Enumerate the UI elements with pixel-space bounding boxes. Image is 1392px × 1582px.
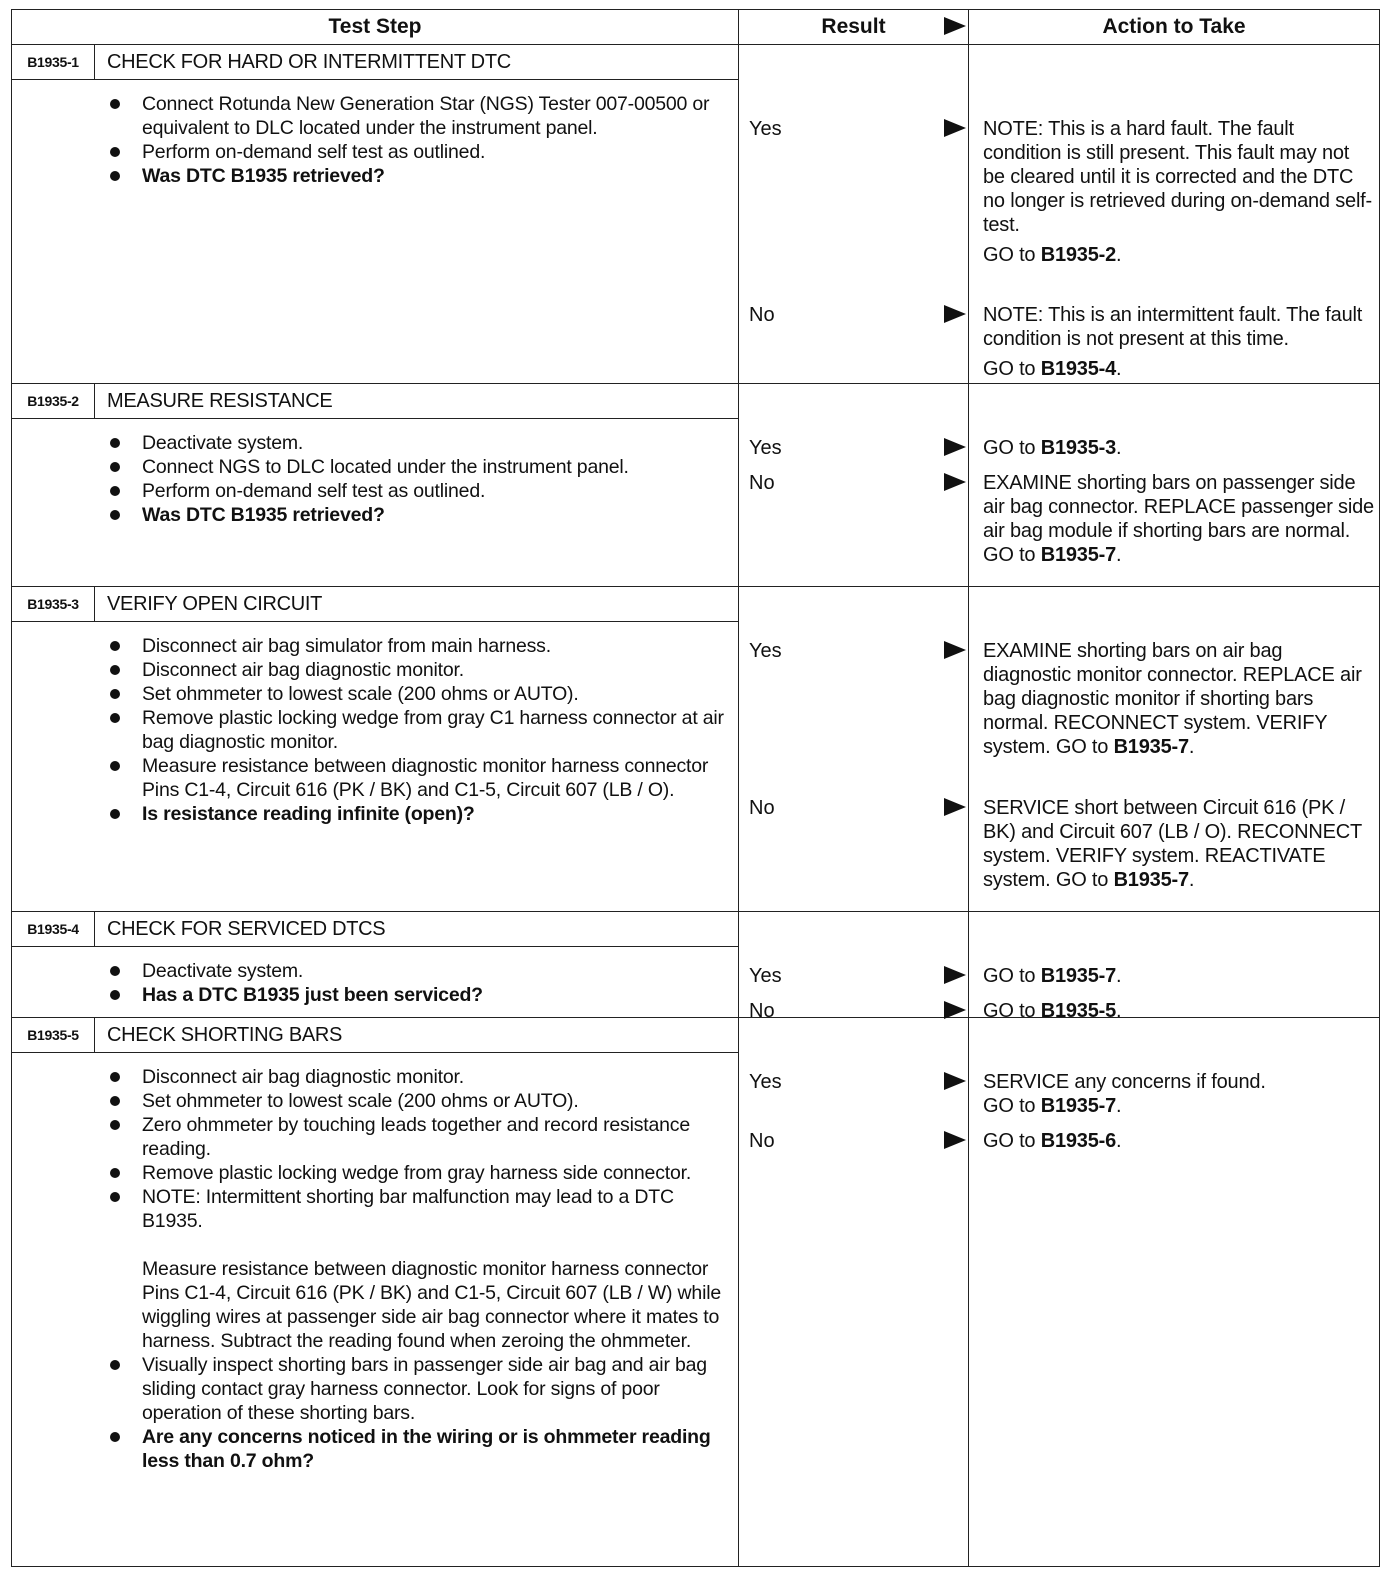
action-text [983,1070,1375,1118]
result-cell [739,1018,969,1567]
arrow-right-icon [944,1131,966,1149]
step-title: CHECK FOR HARD OR INTERMITTENT DTC [107,50,511,73]
action-cell [969,384,1380,587]
instruction-item: Has a DTC B1935 just been serviced? [108,983,728,1007]
result-no: No [749,1000,775,1022]
action-description: NOTE: This is an intermittent fault. The fault condition is not present at this time. [983,304,1363,350]
result-cell [739,912,969,1022]
instruction-item: Connect Rotunda New Generation Star (NGS) Tester 007-00500 or equivalent to DLC located under the instrument panel. [108,92,728,140]
test-step-cell [12,45,739,384]
test-step-row [12,45,1380,384]
result-cell [739,384,969,587]
test-step-row [12,912,1380,1018]
result-yes: Yes [749,640,782,662]
goto-target: B1935-3 [1040,437,1117,459]
action-text: EXAMINE shorting bars on air bag diagnostic monitor connector. REPLACE air bag diagnostic monitor if shorting bars normal. RECONNECT system. VERIFY system. GO to B1935-7. [983,640,1362,758]
instruction-item: Measure resistance between diagnostic monitor harness connector Pins C1-4, Circuit 616 (PK / BK) and C1-5, Circuit 607 (LB / W) while wiggling wires at passenger side air bag connector where it mates to harness. Subtract the reading found when zeroing the ohmmeter. [142,1258,721,1352]
goto-target: B1935-6 [1040,1130,1117,1152]
action-text: SERVICE short between Circuit 616 (PK / BK) and Circuit 607 (LB / O). RECONNECT system. VERIFY system. REACTIVATE system. GO to B1935-7. [983,797,1362,891]
test-step-row [12,587,1380,912]
instruction-item: Zero ohmmeter by touching leads together and record resistance reading. [108,1113,728,1161]
arrow-right-icon [944,966,966,984]
step-instructions [12,419,738,535]
instruction-item: Perform on-demand self test as outlined. [108,140,728,164]
action-text [983,471,1375,567]
goto-target: B1935-7 [1040,965,1117,987]
result-cell [739,45,969,384]
instruction-item: Disconnect air bag diagnostic monitor. [108,1065,728,1089]
result-no: No [749,1130,775,1152]
arrow-right-icon [944,305,966,323]
goto-line: GO to B1935-3. [983,437,1122,459]
action-description: SERVICE short between Circuit 616 (PK / BK) and Circuit 607 (LB / O). RECONNECT system. VERIFY system. REACTIVATE system. GO to [983,797,1362,891]
test-step-cell [12,587,739,912]
instruction-item: Visually inspect shorting bars in passenger side air bag and air bag sliding contact gray harness connector. Look for signs of poor operation of these shorting bars. [108,1353,728,1425]
step-title: CHECK SHORTING BARS [107,1023,343,1046]
result-no: No [749,797,775,819]
goto-line: GO to B1935-5. [983,1000,1122,1022]
goto-line: GO to B1935-2. [983,244,1122,266]
step-id: B1935-4 [12,912,95,946]
test-step-cell [12,384,739,587]
instruction-item: Deactivate system. [108,431,728,455]
action-description: NOTE: This is a hard fault. The fault condition is still present. This fault may not be cleared until it is corrected and the DTC no longer is retrieved during on-demand self-test. [983,118,1372,236]
action-text [983,303,1375,381]
arrow-right-icon [944,641,966,659]
pinpoint-test-table [11,9,1380,1567]
step-header [12,912,738,947]
instruction-item: Perform on-demand self test as outlined. [108,479,728,503]
goto-target: B1935-2 [1040,244,1117,266]
action-description: EXAMINE shorting bars on air bag diagnostic monitor connector. REPLACE air bag diagnostic monitor if shorting bars normal. RECONNECT system. VERIFY system. GO to [983,640,1362,758]
arrow-right-icon [944,119,966,137]
step-title: CHECK FOR SERVICED DTCS [107,917,386,940]
action-text [983,117,1375,267]
action-cell [969,912,1380,1022]
table-header-row [12,10,1380,45]
instruction-item: Connect NGS to DLC located under the instrument panel. [108,455,728,479]
step-instructions [12,947,738,1015]
instruction-item: Disconnect air bag simulator from main harness. [108,634,728,658]
test-step-cell [12,912,739,1018]
result-no: No [749,472,775,494]
action-text [983,436,1375,460]
step-header [12,1018,738,1053]
action-text [983,964,1375,988]
step-header [12,45,738,80]
step-id: B1935-1 [12,45,95,79]
test-step-row [12,384,1380,587]
result-no: No [749,304,775,326]
instruction-item: Remove plastic locking wedge from gray C1 harness connector at air bag diagnostic monitor. [108,706,728,754]
test-step-row [12,1018,1380,1567]
instruction-item: Deactivate system. [108,959,728,983]
header-result: Result [739,10,969,45]
instruction-item: Is resistance reading infinite (open)? [108,802,728,826]
action-text [983,1129,1375,1153]
goto-target: B1935-7 [1040,1095,1117,1117]
instruction-item: Was DTC B1935 retrieved? [108,164,728,188]
header-test-step: Test Step [12,10,739,45]
step-instructions [12,1053,738,1481]
action-cell [969,45,1380,384]
result-yes: Yes [749,965,782,987]
instruction-item: Disconnect air bag diagnostic monitor. [108,658,728,682]
goto-line: GO to B1935-7. [983,544,1122,566]
step-title: MEASURE RESISTANCE [107,389,333,412]
action-description: EXAMINE shorting bars on passenger side air bag connector. REPLACE passenger side air bag module if shorting bars are normal. [983,472,1374,542]
instruction-item: Set ohmmeter to lowest scale (200 ohms or AUTO). [108,1089,728,1113]
step-title: VERIFY OPEN CIRCUIT [107,592,323,615]
step-instructions [12,622,738,834]
header-action: Action to Take [969,10,1380,45]
step-instructions [12,80,738,196]
arrow-right-icon [944,1072,966,1090]
arrow-right-icon [944,473,966,491]
goto-target: B1935-7 [1113,869,1189,891]
goto-line: GO to B1935-7. [983,965,1122,987]
goto-line: GO to B1935-7. [983,1095,1122,1117]
action-description: SERVICE any concerns if found. [983,1071,1266,1093]
step-id: B1935-3 [12,587,95,621]
arrow-right-icon [944,798,966,816]
goto-target: B1935-7 [1040,544,1117,566]
goto-line: GO to B1935-6. [983,1130,1122,1152]
arrow-right-icon [944,17,966,35]
goto-line: GO to B1935-4. [983,358,1122,380]
arrow-right-icon [944,1001,966,1019]
instruction-item: NOTE: Intermittent shorting bar malfunction may lead to a DTC B1935. [108,1185,728,1233]
instruction-item: Set ohmmeter to lowest scale (200 ohms or AUTO). [108,682,728,706]
action-cell [969,1018,1380,1567]
result-yes: Yes [749,437,782,459]
goto-target: B1935-4 [1040,358,1117,380]
result-cell [739,587,969,912]
goto-target: B1935-7 [1113,736,1189,758]
step-id: B1935-5 [12,1018,95,1052]
result-yes: Yes [749,118,782,140]
step-header [12,587,738,622]
test-step-cell [12,1018,739,1567]
action-cell [969,587,1380,912]
instruction-item: Are any concerns noticed in the wiring or is ohmmeter reading less than 0.7 ohm? [108,1425,728,1473]
result-yes: Yes [749,1071,782,1093]
step-header [12,384,738,419]
instruction-item: Measure resistance between diagnostic monitor harness connector Pins C1-4, Circuit 616 (PK / BK) and C1-5, Circuit 607 (LB / O). [108,754,728,802]
instruction-item: Was DTC B1935 retrieved? [108,503,728,527]
step-id: B1935-2 [12,384,95,418]
goto-target: B1935-5 [1040,1000,1117,1022]
instruction-item: Remove plastic locking wedge from gray harness side connector. [108,1161,728,1185]
arrow-right-icon [944,438,966,456]
